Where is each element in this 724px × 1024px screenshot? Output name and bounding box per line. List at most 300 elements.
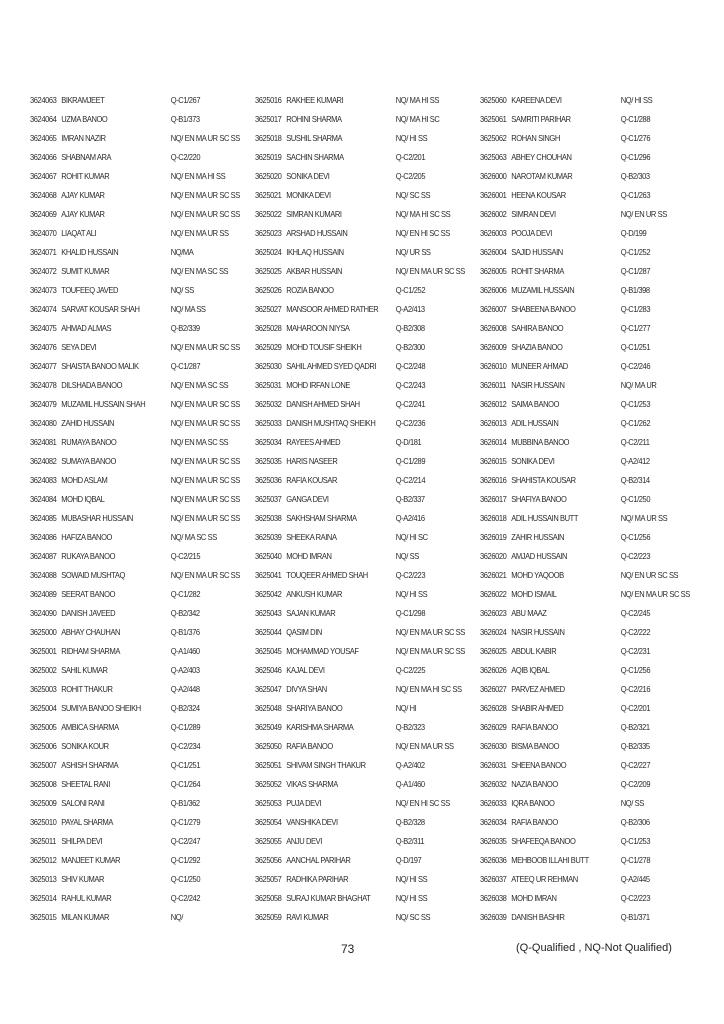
roll-number: 3625027 <box>255 305 282 314</box>
result-status: Q-C2/225 <box>395 666 426 675</box>
candidate-name: RAVI KUMAR <box>286 913 329 922</box>
candidate-name: SAKHSHAM SHARMA <box>286 514 357 523</box>
result-status: Q-C1/283 <box>620 305 651 314</box>
roll-number: 3626031 <box>480 761 507 770</box>
result-status: NQ/ EN MA UR SS <box>395 742 454 751</box>
candidate-name: PUJA DEVI <box>286 799 322 808</box>
result-status: NQ/ EN MA HI SS <box>170 172 226 181</box>
candidate-name: ANJU DEVI <box>286 837 322 846</box>
candidate-name: MOHD YAQOOB <box>511 571 564 580</box>
roll-number: 3626000 <box>480 172 507 181</box>
roll-number: 3625034 <box>255 438 282 447</box>
roll-number: 3625052 <box>255 780 282 789</box>
roll-number: 3626023 <box>480 609 507 618</box>
roll-number: 3626006 <box>480 286 507 295</box>
candidate-name: MILAN KUMAR <box>61 913 110 922</box>
candidate-name: SAIMA BANOO <box>511 400 560 409</box>
roll-number: 3626028 <box>480 704 507 713</box>
candidate-name: GANGA DEVI <box>286 495 329 504</box>
result-status: Q-C2/211 <box>620 438 650 447</box>
candidate-name: RAFIA BANOO <box>286 742 333 751</box>
result-status: Q-C1/288 <box>620 115 651 124</box>
result-status: NQ/ EN MA UR SC SS <box>620 590 690 599</box>
roll-number: 3625006 <box>30 742 57 751</box>
result-status: NQ/ EN MA UR SC SS <box>170 210 240 219</box>
result-status: Q-B1/373 <box>170 115 200 124</box>
roll-number: 3625056 <box>255 856 282 865</box>
result-status: Q-C1/287 <box>620 267 651 276</box>
roll-number: 3626017 <box>480 495 507 504</box>
result-status: Q-B2/311 <box>395 837 425 846</box>
candidate-name: AHMAD ALMAS <box>61 324 112 333</box>
candidate-name: ATEEQ UR REHMAN <box>511 875 578 884</box>
roll-number: 3626033 <box>480 799 507 808</box>
roll-number: 3626010 <box>480 362 507 371</box>
result-status: Q-C2/242 <box>170 894 201 903</box>
result-status: Q-C2/231 <box>620 647 651 656</box>
result-status: Q-C1/252 <box>395 286 426 295</box>
result-status: NQ/ SC SS <box>395 913 431 922</box>
result-status: Q-C1/267 <box>170 96 201 105</box>
result-status: NQ/ MA SS <box>170 305 206 314</box>
candidate-name: SHAFIYA BANOO <box>511 495 567 504</box>
result-status: Q-B2/303 <box>620 172 650 181</box>
result-status: Q-C2/215 <box>170 552 201 561</box>
result-status: Q-C2/201 <box>395 153 426 162</box>
roll-number: 3626022 <box>480 590 507 599</box>
result-status: NQ/ EN MA UR SS <box>170 229 229 238</box>
candidate-name: ROHIT SHARMA <box>511 267 564 276</box>
candidate-name: ADIL HUSSAIN <box>511 419 559 428</box>
result-status: Q-C2/223 <box>620 894 651 903</box>
result-status: NQ/ EN UR SS <box>620 210 667 219</box>
candidate-name: IKHLAQ HUSSAIN <box>286 248 344 257</box>
roll-number: 3625062 <box>480 134 507 143</box>
result-status: NQ/ EN UR SC SS <box>620 571 679 580</box>
candidate-name: RAFIA BANOO <box>511 818 558 827</box>
candidate-name: MAHAROON NIYSA <box>286 324 350 333</box>
candidate-name: MONIKA DEVI <box>286 191 331 200</box>
roll-number: 3625031 <box>255 381 282 390</box>
result-status: Q-C2/220 <box>170 153 201 162</box>
candidate-name: NAZIA BANOO <box>511 780 558 789</box>
roll-number: 3626004 <box>480 248 507 257</box>
result-status: NQ/ EN MA UR SC SS <box>170 571 240 580</box>
candidate-name: AANCHAL PARIHAR <box>286 856 351 865</box>
candidate-name: MOHD IMRAN <box>286 552 332 561</box>
candidate-name: RAFIA BANOO <box>511 723 558 732</box>
result-status: Q-B1/398 <box>620 286 650 295</box>
candidate-name: SONIKA DEVI <box>511 457 555 466</box>
candidate-name: DANISH BASHIR <box>511 913 565 922</box>
roll-number: 3626030 <box>480 742 507 751</box>
candidate-name: KAREENA DEVI <box>511 96 562 105</box>
result-status: Q-C1/277 <box>620 324 651 333</box>
candidate-name: ARSHAD HUSSAIN <box>286 229 348 238</box>
roll-number: 3624079 <box>30 400 57 409</box>
candidate-name: SEYA DEVI <box>61 343 97 352</box>
roll-number: 3625029 <box>255 343 282 352</box>
candidate-name: MUNEER AHMAD <box>511 362 568 371</box>
roll-number: 3625026 <box>255 286 282 295</box>
roll-number: 3625000 <box>30 628 57 637</box>
candidate-name: ROHAN SINGH <box>511 134 560 143</box>
candidate-name: MOHD TOUSIF SHEIKH <box>286 343 362 352</box>
roll-number: 3625023 <box>255 229 282 238</box>
result-status: Q-C1/279 <box>170 818 201 827</box>
roll-number: 3625055 <box>255 837 282 846</box>
roll-number: 3626009 <box>480 343 507 352</box>
candidate-name: MUZAMIL HUSSAIN SHAH <box>61 400 146 409</box>
candidate-name: RUMAYA BANOO <box>61 438 117 447</box>
roll-number: 3626035 <box>480 837 507 846</box>
result-status: Q-C1/276 <box>620 134 651 143</box>
candidate-name: PAYAL SHARMA <box>61 818 113 827</box>
candidate-name: SIMRAN DEVI <box>511 210 556 219</box>
candidate-name: SHAHISTA KOUSAR <box>511 476 576 485</box>
roll-number: 3626016 <box>480 476 507 485</box>
result-status: NQ/ EN MA SC SS <box>170 267 229 276</box>
candidate-name: SUMIYA BANOO SHEIKH <box>61 704 141 713</box>
roll-number: 3625038 <box>255 514 282 523</box>
candidate-name: VANSHIKA DEVI <box>286 818 338 827</box>
candidate-name: MOHD IRFAN LONE <box>286 381 350 390</box>
candidate-name: DANISH MUSHTAQ SHEIKH <box>286 419 376 428</box>
result-status: NQ/ SS <box>170 286 194 295</box>
roll-number: 3625039 <box>255 533 282 542</box>
candidate-name: RAYEES AHMED <box>286 438 341 447</box>
result-status: Q-A2/403 <box>170 666 200 675</box>
roll-number: 3624066 <box>30 153 57 162</box>
roll-number: 3625059 <box>255 913 282 922</box>
result-status: Q-C2/201 <box>620 704 651 713</box>
candidate-name: AJAY KUMAR <box>61 210 105 219</box>
candidate-name: NASIR HUSSAIN <box>511 628 565 637</box>
roll-number: 3626037 <box>480 875 507 884</box>
roll-number: 3624072 <box>30 267 57 276</box>
result-status: Q-C1/252 <box>620 248 651 257</box>
candidate-name: ABHEY CHOUHAN <box>511 153 572 162</box>
result-status: Q-B2/328 <box>395 818 425 827</box>
candidate-name: SIMRAN KUMARI <box>286 210 342 219</box>
roll-number: 3624074 <box>30 305 57 314</box>
roll-number: 3626036 <box>480 856 507 865</box>
roll-number: 3625005 <box>30 723 57 732</box>
candidate-name: SHABEENA BANOO <box>511 305 576 314</box>
result-status: Q-C1/253 <box>620 400 651 409</box>
candidate-name: DANISH AHMED SHAH <box>286 400 360 409</box>
result-status: Q-C2/241 <box>395 400 426 409</box>
candidate-name: AKBAR HUSSAIN <box>286 267 343 276</box>
roll-number: 3625035 <box>255 457 282 466</box>
roll-number: 3626039 <box>480 913 507 922</box>
result-status: NQ/ UR SS <box>395 248 431 257</box>
result-status: Q-C1/256 <box>620 666 651 675</box>
result-status: Q-C2/236 <box>395 419 426 428</box>
roll-number: 3624070 <box>30 229 57 238</box>
roll-number: 3625014 <box>30 894 57 903</box>
roll-number: 3625063 <box>480 153 507 162</box>
result-status: Q-C1/253 <box>620 837 651 846</box>
result-status: Q-A1/460 <box>170 647 200 656</box>
result-status: NQ/ HI SS <box>620 96 653 105</box>
roll-number: 3625061 <box>480 115 507 124</box>
roll-number: 3624089 <box>30 590 57 599</box>
candidate-name: ABHAY CHAUHAN <box>61 628 121 637</box>
candidate-name: SEERAT BANOO <box>61 590 116 599</box>
roll-number: 3624071 <box>30 248 57 257</box>
candidate-name: SHAFEEQA BANOO <box>511 837 576 846</box>
candidate-name: NAROTAM KUMAR <box>511 172 573 181</box>
candidate-name: ZAHID HUSSAIN <box>61 419 115 428</box>
result-status: Q-C1/292 <box>170 856 201 865</box>
roll-number: 3625030 <box>255 362 282 371</box>
roll-number: 3625040 <box>255 552 282 561</box>
candidate-name: SAHIRA BANOO <box>511 324 564 333</box>
roll-number: 3624085 <box>30 514 57 523</box>
result-status: NQ/ HI SS <box>395 134 428 143</box>
candidate-name: RAFIA KOUSAR <box>286 476 337 485</box>
result-status: Q-C2/223 <box>395 571 426 580</box>
roll-number: 3624067 <box>30 172 57 181</box>
roll-number: 3626008 <box>480 324 507 333</box>
roll-number: 3624087 <box>30 552 57 561</box>
roll-number: 3625045 <box>255 647 282 656</box>
candidate-name: QASIM DIN <box>286 628 322 637</box>
roll-number: 3625033 <box>255 419 282 428</box>
candidate-name: KAJAL DEVI <box>286 666 325 675</box>
candidate-name: BIKRAMJEET <box>61 96 105 105</box>
roll-number: 3625048 <box>255 704 282 713</box>
roll-number: 3624090 <box>30 609 57 618</box>
candidate-name: SURAJ KUMAR BHAGHAT <box>286 894 371 903</box>
candidate-name: SONIKA DEVI <box>286 172 330 181</box>
candidate-name: MOHD IMRAN <box>511 894 557 903</box>
result-status: Q-B2/339 <box>170 324 200 333</box>
roll-number: 3626013 <box>480 419 507 428</box>
roll-number: 3625001 <box>30 647 57 656</box>
roll-number: 3626012 <box>480 400 507 409</box>
result-status: Q-C1/251 <box>170 761 201 770</box>
result-status: Q-A2/413 <box>395 305 425 314</box>
result-status: NQ/ HI <box>395 704 417 713</box>
roll-number: 3624078 <box>30 381 57 390</box>
roll-number: 3625057 <box>255 875 282 884</box>
roll-number: 3625008 <box>30 780 57 789</box>
result-status: Q-C1/250 <box>170 875 201 884</box>
result-status: NQ/ MA HI SC <box>395 115 440 124</box>
result-status: NQ/ EN MA UR SC SS <box>170 343 240 352</box>
result-status: NQ/ <box>170 913 183 922</box>
result-status: Q-B1/376 <box>170 628 200 637</box>
candidate-name: SUSHIL SHARMA <box>286 134 343 143</box>
candidate-name: RAKHEE KUMARI <box>286 96 344 105</box>
candidate-name: SHEEKA RAINA <box>286 533 337 542</box>
result-status: Q-B2/321 <box>620 723 650 732</box>
roll-number: 3626021 <box>480 571 507 580</box>
roll-number: 3625047 <box>255 685 282 694</box>
roll-number: 3624064 <box>30 115 57 124</box>
result-status: Q-B1/362 <box>170 799 200 808</box>
roll-number: 3625016 <box>255 96 282 105</box>
result-status: NQ/ HI SC <box>395 533 428 542</box>
result-status: NQ/ EN MA UR SC SS <box>170 134 240 143</box>
candidate-name: SACHIN SHARMA <box>286 153 344 162</box>
candidate-name: AJAY KUMAR <box>61 191 105 200</box>
result-status: Q-C2/205 <box>395 172 426 181</box>
result-status: Q-C2/247 <box>170 837 201 846</box>
roll-number: 3625054 <box>255 818 282 827</box>
candidate-name: SHIV KUMAR <box>61 875 105 884</box>
roll-number: 3625018 <box>255 134 282 143</box>
roll-number: 3626001 <box>480 191 507 200</box>
roll-number: 3624073 <box>30 286 57 295</box>
result-status: Q-A2/412 <box>620 457 650 466</box>
roll-number: 3626011 <box>480 381 506 390</box>
candidate-name: ZAHIR HUSSAIN <box>511 533 565 542</box>
result-status: Q-B2/314 <box>620 476 650 485</box>
roll-number: 3625017 <box>255 115 282 124</box>
candidate-name: RUKAYA BANOO <box>61 552 116 561</box>
result-status: Q-A2/402 <box>395 761 425 770</box>
roll-number: 3625012 <box>30 856 57 865</box>
roll-number: 3624065 <box>30 134 57 143</box>
candidate-name: DANISH JAVEED <box>61 609 116 618</box>
candidate-name: MOHAMMAD YOUSAF <box>286 647 359 656</box>
roll-number: 3626027 <box>480 685 507 694</box>
roll-number: 3626018 <box>480 514 507 523</box>
roll-number: 3625058 <box>255 894 282 903</box>
result-status: Q-C1/278 <box>620 856 651 865</box>
roll-number: 3624076 <box>30 343 57 352</box>
candidate-name: ROHIT THAKUR <box>61 685 113 694</box>
roll-number: 3625060 <box>480 96 507 105</box>
roll-number: 3624080 <box>30 419 57 428</box>
roll-number: 3624075 <box>30 324 57 333</box>
result-status: Q-C1/287 <box>170 362 201 371</box>
roll-number: 3625043 <box>255 609 282 618</box>
roll-number: 3624068 <box>30 191 57 200</box>
result-status: NQ/ MA UR <box>620 381 657 390</box>
candidate-name: SUMIT KUMAR <box>61 267 110 276</box>
candidate-name: MANSOOR AHMED RATHER <box>286 305 379 314</box>
roll-number: 3625053 <box>255 799 282 808</box>
roll-number: 3624082 <box>30 457 57 466</box>
result-status: Q-C1/250 <box>620 495 651 504</box>
roll-number: 3625022 <box>255 210 282 219</box>
result-status: Q-C1/296 <box>620 153 651 162</box>
result-status: NQ/ EN MA UR SC SS <box>170 419 240 428</box>
candidate-name: SOWAID MUSHTAQ <box>61 571 125 580</box>
candidate-name: SHARIYA BANOO <box>286 704 343 713</box>
roll-number: 3624081 <box>30 438 57 447</box>
candidate-name: HARIS NASEER <box>286 457 338 466</box>
result-status: Q-C2/216 <box>620 685 651 694</box>
result-status: NQ/ EN HI SC SS <box>395 229 450 238</box>
candidate-name: IMRAN NAZIR <box>61 134 106 143</box>
result-status: Q-B2/300 <box>395 343 425 352</box>
result-status: Q-A1/460 <box>395 780 425 789</box>
candidate-name: AMJAD HUSSAIN <box>511 552 568 561</box>
roll-number: 3625046 <box>255 666 282 675</box>
candidate-name: AMBICA SHARMA <box>61 723 119 732</box>
candidate-name: AQIB IQBAL <box>511 666 550 675</box>
result-status: Q-B2/323 <box>395 723 425 732</box>
result-status: NQ/ MA HI SC SS <box>395 210 451 219</box>
roll-number: 3625049 <box>255 723 282 732</box>
candidate-name: DIVYA SHAN <box>286 685 327 694</box>
result-status: Q-C1/262 <box>620 419 651 428</box>
result-status: NQ/ MA SC SS <box>170 533 217 542</box>
result-status: Q-C1/289 <box>170 723 201 732</box>
roll-number: 3626003 <box>480 229 507 238</box>
candidate-name: SONIKA KOUR <box>61 742 109 751</box>
result-status: Q-D/197 <box>395 856 422 865</box>
candidate-name: SHAZIA BANOO <box>511 343 563 352</box>
roll-number: 3624088 <box>30 571 57 580</box>
result-status: Q-A2/445 <box>620 875 650 884</box>
result-status: Q-C2/209 <box>620 780 651 789</box>
roll-number: 3626002 <box>480 210 507 219</box>
candidate-name: SAMRITI PARIHAR <box>511 115 571 124</box>
result-status: Q-B1/371 <box>620 913 650 922</box>
roll-number: 3626014 <box>480 438 507 447</box>
result-status: NQ/ EN MA UR SC SS <box>170 191 240 200</box>
roll-number: 3625020 <box>255 172 282 181</box>
candidate-name: SHILPA DEVI <box>61 837 103 846</box>
roll-number: 3626034 <box>480 818 507 827</box>
candidate-name: SAJID HUSSAIN <box>511 248 563 257</box>
candidate-name: SHABNAM ARA <box>61 153 112 162</box>
candidate-name: KHALID HUSSAIN <box>61 248 119 257</box>
roll-number: 3626024 <box>480 628 507 637</box>
result-status: NQ/ MA HI SS <box>395 96 439 105</box>
result-status: NQ/ SS <box>395 552 419 561</box>
roll-number: 3625028 <box>255 324 282 333</box>
candidate-name: RIDHAM SHARMA <box>61 647 120 656</box>
roll-number: 3624083 <box>30 476 57 485</box>
candidate-name: MUBASHAR HUSSAIN <box>61 514 133 523</box>
candidate-name: UZMA BANOO <box>61 115 108 124</box>
candidate-name: SAJAN KUMAR <box>286 609 336 618</box>
roll-number: 3625024 <box>255 248 282 257</box>
roll-number: 3625009 <box>30 799 57 808</box>
roll-number: 3625007 <box>30 761 57 770</box>
roll-number: 3626015 <box>480 457 507 466</box>
roll-number: 3625019 <box>255 153 282 162</box>
roll-number: 3624069 <box>30 210 57 219</box>
candidate-name: MEHBOOB ILLAHI BUTT <box>511 856 589 865</box>
roll-number: 3625025 <box>255 267 282 276</box>
roll-number: 3625010 <box>30 818 57 827</box>
candidate-name: ROZIA BANOO <box>286 286 334 295</box>
result-status: NQ/ HI SS <box>395 590 428 599</box>
roll-number: 3625051 <box>255 761 282 770</box>
roll-number: 3626029 <box>480 723 507 732</box>
roll-number: 3624086 <box>30 533 57 542</box>
result-status: Q-C1/298 <box>395 609 426 618</box>
result-status: NQ/ EN MA UR SC SS <box>170 400 240 409</box>
roll-number: 3624063 <box>30 96 57 105</box>
result-status: Q-C1/264 <box>170 780 201 789</box>
candidate-name: TOUFEEQ JAVED <box>61 286 118 295</box>
roll-number: 3624084 <box>30 495 57 504</box>
result-status: Q-D/181 <box>395 438 422 447</box>
roll-number: 3626038 <box>480 894 507 903</box>
result-status: Q-C1/289 <box>395 457 426 466</box>
candidate-name: MUBBINA BANOO <box>511 438 570 447</box>
result-status: Q-C2/246 <box>620 362 651 371</box>
